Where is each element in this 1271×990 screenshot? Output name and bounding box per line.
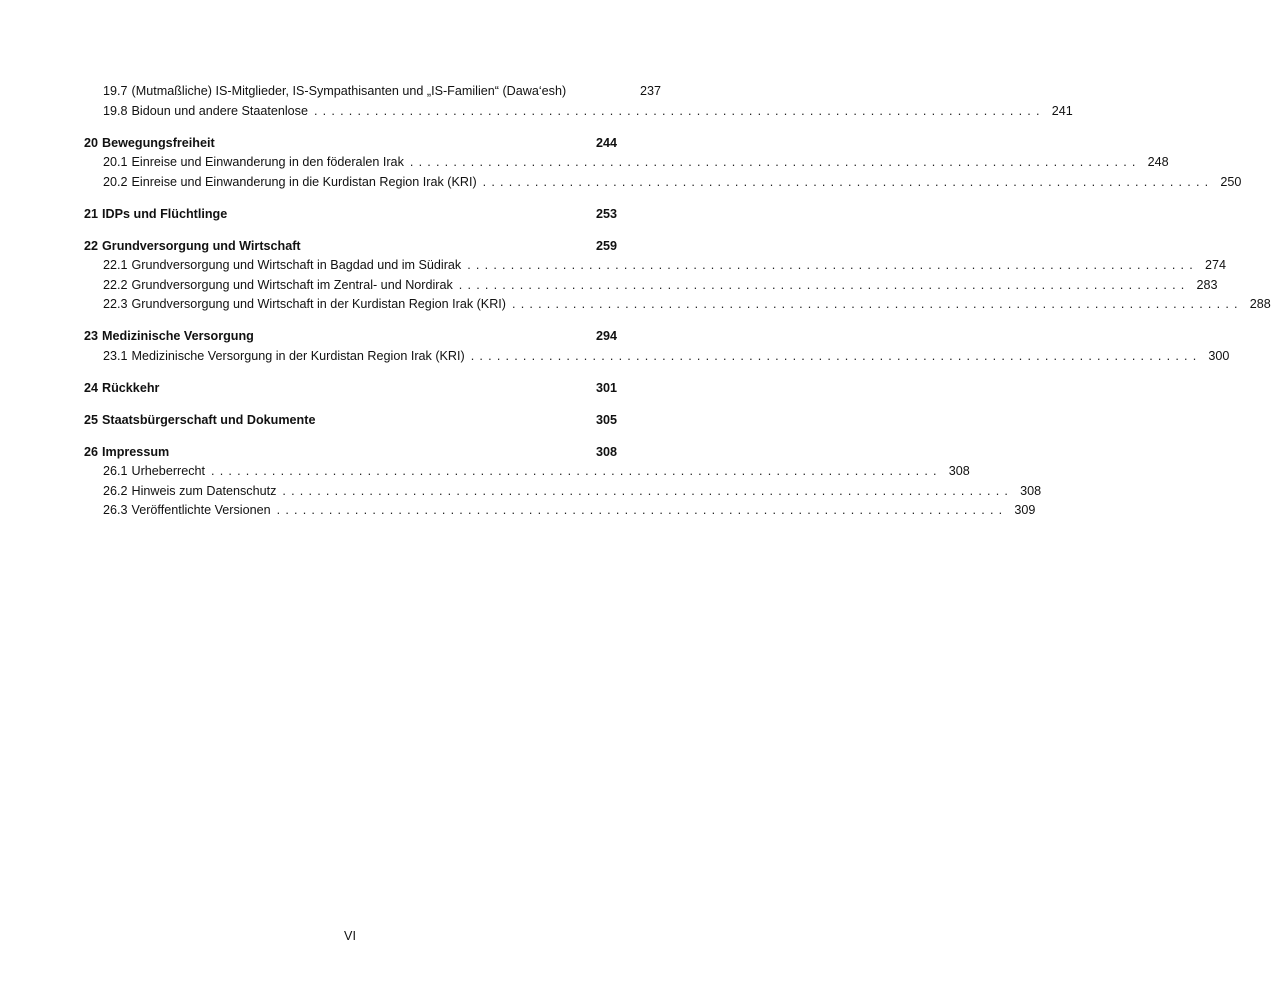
toc-leader-dots: .................................................................................... (467, 258, 1198, 272)
toc-leader-dots: .................................................................................... (482, 174, 1214, 189)
toc-entry-page: 288 (1249, 297, 1271, 311)
toc-entry-number: 23.1 (103, 348, 128, 363)
toc-entry-19-8[interactable] (84, 102, 1073, 122)
toc-entry-22-2[interactable] (84, 276, 1218, 296)
toc-entry-title: Veröffentlichte Versionen (131, 503, 271, 517)
toc-entry-number: 19.8 (103, 103, 128, 118)
toc-entry-page: 309 (1014, 503, 1036, 517)
toc-section-page: 305 (595, 412, 617, 427)
toc-section-number: 21 (84, 206, 99, 221)
toc-entry-title: Medizinische Versorgung in der Kurdistan Region Irak (KRI) (131, 348, 465, 363)
toc-entry-26-3[interactable] (84, 501, 1036, 521)
toc-entry-page: 250 (1220, 174, 1242, 189)
toc-entry-title: Bidoun und andere Staatenlose (131, 103, 308, 118)
toc-leader-dots: .................................................................................... (409, 155, 1141, 169)
toc-section-title: Bewegungsfreiheit (102, 135, 215, 150)
toc-section-page: 259 (595, 238, 617, 253)
toc-section-title: Medizinische Versorgung (102, 329, 254, 343)
toc-section-number: 24 (84, 380, 99, 395)
toc-entry-page: 237 (640, 84, 662, 98)
toc-entry-number: 22.2 (103, 277, 128, 292)
toc-entry-26-2[interactable] (84, 482, 1042, 502)
toc-entry-page: 248 (1147, 155, 1169, 169)
toc-leader-dots: .................................................................................... (313, 103, 1045, 118)
toc-entry-title: Grundversorgung und Wirtschaft in Bagdad und im Südirak (131, 258, 462, 272)
toc-section-title: IDPs und Flüchtlinge (102, 206, 228, 221)
toc-entry-23-1[interactable] (84, 347, 1230, 367)
toc-entry-26-1[interactable] (84, 462, 970, 482)
toc-entry-number: 26.1 (103, 464, 128, 478)
toc-entry-page: 283 (1196, 277, 1218, 292)
toc-section-number: 22 (84, 238, 99, 253)
toc-entry-title: Urheberrecht (131, 464, 206, 478)
toc-leader-dots: .................................................................................... (458, 277, 1190, 292)
toc-entry-title: Grundversorgung und Wirtschaft im Zentral- und Nordirak (131, 277, 453, 292)
toc-section-number: 25 (84, 412, 99, 427)
toc-entry-22-3[interactable] (84, 295, 1271, 315)
toc-section-title: Staatsbürgerschaft und Dokumente (102, 412, 316, 427)
toc-entry-number: 22.1 (103, 258, 128, 272)
toc-leader-dots: .................................................................................... (282, 483, 1014, 498)
toc-entry-number: 26.2 (103, 483, 128, 498)
toc-section-title: Rückkehr (102, 380, 160, 395)
toc-section-page: 294 (595, 329, 617, 343)
toc-section-number: 26 (84, 444, 99, 459)
toc-section-title: Impressum (102, 444, 170, 459)
toc-entry-page: 308 (1020, 483, 1042, 498)
toc-entry-number: 19.7 (103, 84, 128, 98)
toc-entry-page: 300 (1208, 348, 1230, 363)
toc-entry-number: 20.1 (103, 155, 128, 169)
toc-section-21[interactable] (84, 205, 617, 225)
toc-entry-number: 26.3 (103, 503, 128, 517)
page-number: VI (344, 929, 356, 943)
toc-section-25[interactable] (84, 411, 617, 431)
toc-leader-dots: .................................................................................... (211, 464, 942, 478)
toc-leader-dots: .................................................................................... (512, 297, 1243, 311)
toc-section-page: 301 (595, 380, 617, 395)
toc-entry-title: Einreise und Einwanderung in den föderalen Irak (131, 155, 404, 169)
toc-entry-number: 22.3 (103, 297, 128, 311)
toc-entry-page: 241 (1051, 103, 1073, 118)
toc-leader-dots: .................................................................................... (276, 503, 1008, 517)
toc-entry-page: 274 (1204, 258, 1226, 272)
toc-section-20[interactable] (84, 134, 617, 154)
toc-entry-19-7[interactable] (84, 82, 662, 102)
toc-section-number: 20 (84, 135, 99, 150)
toc-section-title: Grundversorgung und Wirtschaft (102, 238, 301, 253)
toc-section-page: 244 (595, 135, 617, 150)
toc-section-number: 23 (84, 329, 99, 343)
table-of-contents (84, 82, 1271, 521)
toc-section-22[interactable] (84, 237, 617, 257)
toc-entry-page: 308 (948, 464, 970, 478)
toc-entry-number: 20.2 (103, 174, 128, 189)
toc-section-page: 253 (595, 206, 617, 221)
toc-section-page: 308 (595, 444, 617, 459)
toc-entry-title: Einreise und Einwanderung in die Kurdistan Region Irak (KRI) (131, 174, 477, 189)
toc-entry-20-2[interactable] (84, 173, 1242, 193)
toc-entry-title: (Mutmaßliche) IS-Mitglieder, IS-Sympathisanten und „IS-Familien“ (Dawa‘esh) (131, 84, 567, 98)
toc-entry-title: Grundversorgung und Wirtschaft in der Kurdistan Region Irak (KRI) (131, 297, 506, 311)
toc-section-26[interactable] (84, 443, 617, 463)
toc-leader-dots: .................................................................................... (470, 348, 1202, 363)
toc-entry-22-1[interactable] (84, 256, 1226, 276)
toc-section-24[interactable] (84, 379, 617, 399)
toc-section-23[interactable] (84, 327, 617, 347)
toc-entry-title: Hinweis zum Datenschutz (131, 483, 277, 498)
toc-entry-20-1[interactable] (84, 153, 1169, 173)
